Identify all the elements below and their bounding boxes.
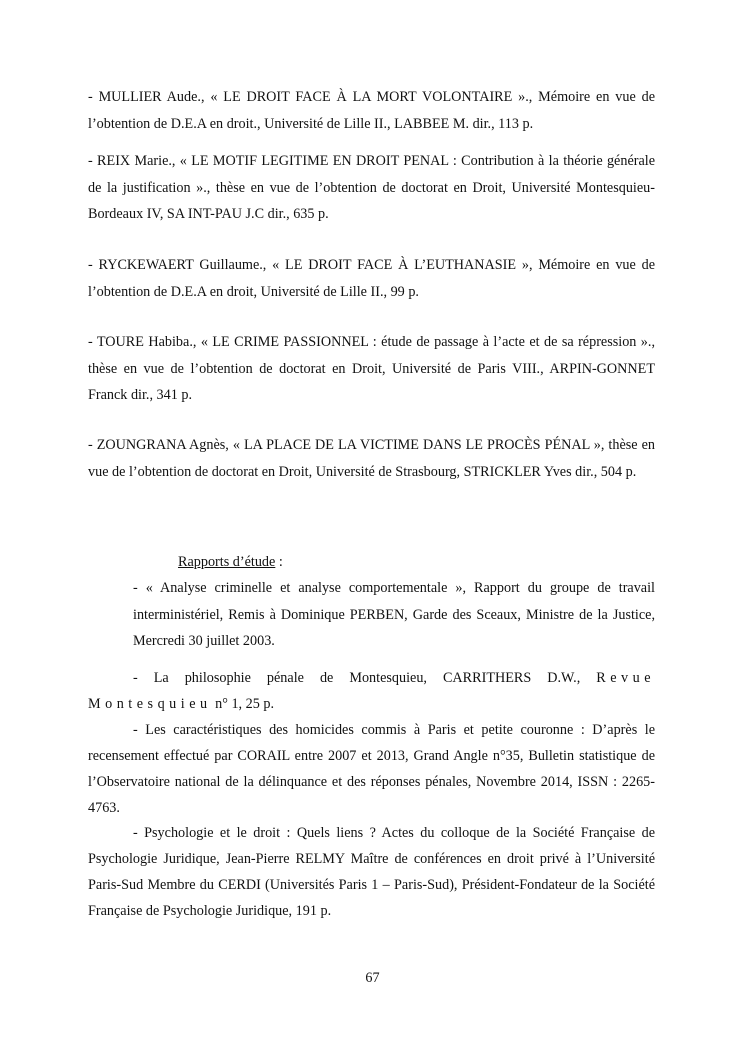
bibliography-entry-ryckewaert: - RYCKEWAERT Guillaume., « LE DROIT FACE À L’EUTHANASIE », Mémoire en vue de l’obtention de D.E.A en droit, Université de Lille II., 99 p. <box>88 257 655 300</box>
rapport-entry-montesquieu <box>88 665 655 717</box>
montesquieu-text: - La philosophie pénale de Montesquieu, CARRITHERS D.W., <box>133 670 597 686</box>
montesquieu-suffix: n° 1, 25 p. <box>211 696 275 712</box>
montesquieu-revue: Revue Montesquieu <box>88 670 655 712</box>
rapports-heading-text: Rapports d’étude <box>178 554 276 570</box>
rapport-entry-homicides: - Les caractéristiques des homicides commis à Paris et petite couronne : D’après le recensement effectué par CORAIL entre 2007 et 2013, Grand Angle n°35, Bulletin statistique de l’Observatoire national de la délinquance et des réponses pénales, Novembre 2014, ISSN : 2265-4763. <box>88 722 655 816</box>
bibliography-entry-mullier: - MULLIER Aude., « LE DROIT FACE À LA MORT VOLONTAIRE »., Mémoire en vue de l’obtention de D.E.A en droit., Université de Lille II., LABBEE M. dir., 113 p. <box>88 89 655 132</box>
bibliography-entry-reix: - REIX Marie., « LE MOTIF LEGITIME EN DROIT PENAL : Contribution à la théorie générale de la justification »., thèse en vue de l’obtention de doctorat en Droit, Université Montesquieu-Bordeaux IV, SA INT-PAU J.C dir., 635 p. <box>88 153 655 222</box>
page-number: 67 <box>365 970 380 986</box>
rapports-heading-colon: : <box>275 554 283 570</box>
bibliography-entry-toure: - TOURE Habiba., « LE CRIME PASSIONNEL : étude de passage à l’acte et de sa répression »., thèse en vue de l’obtention de doctorat en Droit, Université de Paris VIII., ARPIN-GONNET Franck dir., 341 p. <box>88 334 655 403</box>
rapport-entry-analyse: - « Analyse criminelle et analyse comportementale », Rapport du groupe de travail interministériel, Remis à Dominique PERBEN, Garde des Sceaux, Ministre de la Justice, Mercredi 30 juillet 2003. <box>133 580 655 649</box>
bibliography-entry-zoungrana: - ZOUNGRANA Agnès, « LA PLACE DE LA VICTIME DANS LE PROCÈS PÉNAL », thèse en vue de l’obtention de doctorat en Droit, Université de Strasbourg, STRICKLER Yves dir., 504 p. <box>88 437 655 480</box>
section-heading-rapports <box>178 549 283 575</box>
rapport-entry-psychologie: - Psychologie et le droit : Quels liens ? Actes du colloque de la Société Française de Psychologie Juridique, Jean-Pierre RELMY Maître de conférences en droit privé à l’Université Paris-Sud Membre du CERDI (Universités Paris 1 – Paris-Sud), Président-Fondateur de la Société Française de Psychologie Juridique, 191 p. <box>88 825 655 919</box>
